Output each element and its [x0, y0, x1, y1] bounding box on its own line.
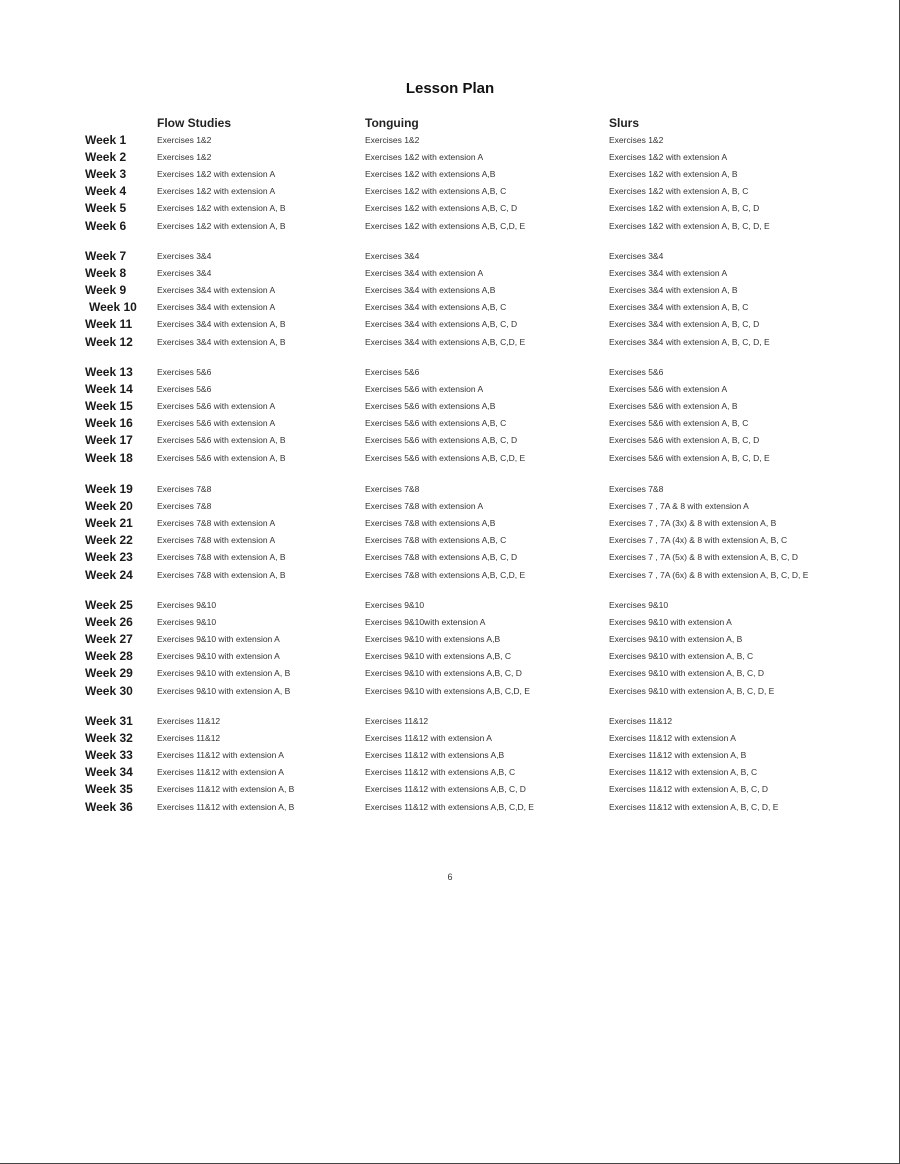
table-row — [0, 799, 900, 816]
slurs-cell: Exercises 7 , 7A (4x) & 8 with extension A, B, C — [609, 535, 788, 546]
slurs-cell: Exercises 3&4 with extension A, B, C, D — [609, 319, 760, 330]
tonguing-cell: Exercises 3&4 with extensions A,B, C,D, E — [365, 336, 526, 347]
table-row — [0, 132, 900, 149]
tonguing-cell: Exercises 1&2 with extensions A,B — [365, 169, 496, 180]
table-row — [0, 481, 900, 498]
table-row — [0, 248, 900, 265]
tonguing-cell: Exercises 9&10 — [365, 600, 425, 610]
slurs-cell: Exercises 1&2 with extension A, B, C — [609, 186, 749, 197]
slurs-cell: Exercises 3&4 with extension A, B, C, D, E — [609, 336, 770, 347]
flow-studies-cell: Exercises 5&6 with extension A, B — [157, 435, 286, 446]
week-label: Week 30 — [85, 683, 133, 698]
week-label: Week 33 — [85, 748, 133, 763]
flow-studies-cell: Exercises 9&10 — [157, 617, 217, 628]
table-row — [0, 432, 900, 449]
slurs-cell: Exercises 1&2 — [609, 135, 664, 145]
flow-studies-cell: Exercises 1&2 with extension A, B — [157, 220, 286, 231]
slurs-cell: Exercises 9&10 — [609, 600, 669, 610]
week-label: Week 17 — [85, 433, 133, 448]
week-label: Week 2 — [85, 150, 127, 165]
week-label: Week 15 — [85, 399, 133, 414]
flow-studies-cell: Exercises 3&4 — [157, 251, 212, 261]
flow-studies-cell: Exercises 9&10 — [157, 600, 217, 610]
flow-studies-cell: Exercises 11&12 — [157, 716, 221, 726]
slurs-cell: Exercises 3&4 with extension A, B — [609, 285, 738, 296]
flow-studies-cell: Exercises 1&2 with extension A — [157, 186, 276, 197]
table-row — [0, 713, 900, 730]
week-label: Week 25 — [85, 598, 133, 612]
flow-studies-cell: Exercises 9&10 with extension A — [157, 651, 280, 662]
slurs-cell: Exercises 9&10 with extension A, B — [609, 634, 743, 645]
week-label: Week 6 — [85, 218, 127, 233]
flow-studies-cell: Exercises 7&8 with extension A — [157, 518, 276, 529]
tonguing-cell: Exercises 7&8 with extensions A,B, C,D, E — [365, 569, 526, 580]
table-row — [0, 381, 900, 398]
week-label: Week 7 — [85, 249, 127, 263]
table-row — [0, 334, 900, 351]
table-row — [0, 747, 900, 764]
table-row — [0, 316, 900, 333]
week-label: Week 24 — [85, 567, 133, 582]
week-label: Week 18 — [85, 450, 133, 465]
slurs-cell: Exercises 5&6 with extension A, B, C, D — [609, 435, 760, 446]
slurs-cell: Exercises 7 , 7A (6x) & 8 with extension A, B, C, D, E — [609, 569, 809, 580]
tonguing-cell: Exercises 1&2 with extensions A,B, C,D, E — [365, 220, 526, 231]
tonguing-cell: Exercises 7&8 with extension A — [365, 501, 484, 512]
page-title: Lesson Plan — [405, 80, 495, 97]
slurs-cell: Exercises 3&4 with extension A, B, C — [609, 302, 749, 313]
table-row — [0, 614, 900, 631]
table-row — [0, 498, 900, 515]
week-label: Week 10 — [89, 300, 137, 315]
flow-studies-cell: Exercises 5&6 with extension A, B — [157, 452, 286, 463]
slurs-cell: Exercises 9&10 with extension A — [609, 617, 732, 628]
slurs-cell: Exercises 11&12 with extension A, B — [609, 750, 747, 761]
tonguing-cell: Exercises 3&4 — [365, 251, 420, 261]
flow-studies-cell: Exercises 1&2 — [157, 152, 212, 163]
flow-studies-cell: Exercises 1&2 — [157, 135, 212, 145]
table-row — [0, 631, 900, 648]
slurs-cell: Exercises 7 , 7A (3x) & 8 with extension A, B — [609, 518, 777, 529]
week-label: Week 26 — [85, 615, 133, 630]
flow-studies-cell: Exercises 5&6 — [157, 367, 212, 377]
table-row — [0, 648, 900, 665]
table-row — [0, 515, 900, 532]
table-row — [0, 149, 900, 166]
slurs-cell: Exercises 7 , 7A & 8 with extension A — [609, 501, 749, 512]
table-row — [0, 764, 900, 781]
slurs-cell: Exercises 1&2 with extension A, B — [609, 169, 738, 180]
table-row — [0, 567, 900, 584]
flow-studies-cell: Exercises 7&8 — [157, 484, 212, 494]
table-row — [0, 218, 900, 235]
flow-studies-cell: Exercises 9&10 with extension A, B — [157, 685, 291, 696]
table-row — [0, 781, 900, 798]
page-number: 6 — [447, 872, 453, 882]
tonguing-cell: Exercises 11&12 with extension A — [365, 733, 492, 744]
tonguing-cell: Exercises 11&12 with extensions A,B — [365, 750, 505, 761]
slurs-cell: Exercises 5&6 with extension A, B — [609, 401, 738, 412]
slurs-cell: Exercises 5&6 — [609, 367, 664, 377]
flow-studies-cell: Exercises 9&10 with extension A, B — [157, 668, 291, 679]
week-label: Week 5 — [85, 201, 127, 216]
table-row — [0, 532, 900, 549]
flow-studies-cell: Exercises 3&4 with extension A — [157, 302, 276, 313]
week-label: Week 11 — [85, 317, 133, 332]
slurs-cell: Exercises 1&2 with extension A, B, C, D, E — [609, 220, 770, 231]
slurs-cell: Exercises 3&4 — [609, 251, 664, 261]
tonguing-cell: Exercises 9&10 with extensions A,B — [365, 634, 501, 645]
week-label: Week 23 — [85, 550, 133, 565]
flow-studies-cell: Exercises 1&2 with extension A — [157, 169, 276, 180]
tonguing-cell: Exercises 1&2 with extension A — [365, 152, 484, 163]
week-label: Week 1 — [85, 133, 127, 147]
tonguing-cell: Exercises 7&8 with extensions A,B — [365, 518, 496, 529]
header-flow-studies: Flow Studies — [157, 116, 232, 130]
slurs-cell: Exercises 5&6 with extension A, B, C, D, E — [609, 452, 770, 463]
tonguing-cell: Exercises 11&12 with extensions A,B, C, D — [365, 784, 526, 795]
tonguing-cell: Exercises 1&2 with extensions A,B, C — [365, 186, 507, 197]
week-label: Week 35 — [85, 782, 133, 797]
week-label: Week 8 — [85, 266, 127, 281]
slurs-cell: Exercises 9&10 with extension A, B, C — [609, 651, 754, 662]
flow-studies-cell: Exercises 11&12 — [157, 733, 221, 744]
slurs-cell: Exercises 5&6 with extension A, B, C — [609, 418, 749, 429]
week-label: Week 12 — [85, 334, 133, 349]
flow-studies-cell: Exercises 5&6 with extension A — [157, 401, 276, 412]
tonguing-cell: Exercises 9&10 with extensions A,B, C, D — [365, 668, 522, 679]
week-label: Week 27 — [85, 632, 133, 647]
tonguing-cell: Exercises 1&2 — [365, 135, 420, 145]
tonguing-cell: Exercises 5&6 with extensions A,B, C — [365, 418, 507, 429]
slurs-cell: Exercises 11&12 with extension A, B, C — [609, 767, 758, 778]
slurs-cell: Exercises 7&8 — [609, 484, 664, 494]
table-row — [0, 665, 900, 682]
flow-studies-cell: Exercises 3&4 — [157, 268, 212, 279]
tonguing-cell: Exercises 3&4 with extension A — [365, 268, 484, 279]
slurs-cell: Exercises 11&12 with extension A, B, C, D, E — [609, 801, 779, 812]
table-row — [0, 450, 900, 467]
week-label: Week 32 — [85, 731, 133, 746]
week-label: Week 34 — [85, 765, 133, 780]
tonguing-cell: Exercises 9&10 with extensions A,B, C — [365, 651, 511, 662]
flow-studies-cell: Exercises 3&4 with extension A, B — [157, 336, 286, 347]
week-label: Week 22 — [85, 533, 133, 548]
tonguing-cell: Exercises 3&4 with extensions A,B — [365, 285, 496, 296]
table-row — [0, 299, 900, 316]
flow-studies-cell: Exercises 11&12 with extension A, B — [157, 784, 295, 795]
table-row — [0, 730, 900, 747]
table-row — [0, 549, 900, 566]
tonguing-cell: Exercises 5&6 with extensions A,B — [365, 401, 496, 412]
week-label: Week 19 — [85, 482, 133, 496]
slurs-cell: Exercises 1&2 with extension A — [609, 152, 728, 163]
table-row — [0, 364, 900, 381]
week-label: Week 4 — [85, 184, 127, 199]
flow-studies-cell: Exercises 3&4 with extension A, B — [157, 319, 286, 330]
tonguing-cell: Exercises 11&12 with extensions A,B, C,D, E — [365, 801, 534, 812]
week-label: Week 3 — [85, 167, 127, 182]
tonguing-cell: Exercises 9&10with extension A — [365, 617, 486, 628]
table-row — [0, 282, 900, 299]
flow-studies-cell: Exercises 7&8 with extension A, B — [157, 569, 286, 580]
tonguing-cell: Exercises 7&8 — [365, 484, 420, 494]
tonguing-cell: Exercises 7&8 with extensions A,B, C — [365, 535, 507, 546]
table-row — [0, 597, 900, 614]
flow-studies-cell: Exercises 11&12 with extension A, B — [157, 801, 295, 812]
slurs-cell: Exercises 11&12 — [609, 716, 673, 726]
slurs-cell: Exercises 5&6 with extension A — [609, 384, 728, 395]
table-row — [0, 398, 900, 415]
tonguing-cell: Exercises 5&6 — [365, 367, 420, 377]
table-row — [0, 683, 900, 700]
week-label: Week 14 — [85, 382, 133, 397]
week-label: Week 29 — [85, 666, 133, 681]
tonguing-cell: Exercises 11&12 — [365, 716, 429, 726]
flow-studies-cell: Exercises 7&8 — [157, 501, 212, 512]
table-row — [0, 415, 900, 432]
flow-studies-cell: Exercises 5&6 — [157, 384, 212, 395]
tonguing-cell: Exercises 7&8 with extensions A,B, C, D — [365, 552, 518, 563]
week-label: Week 13 — [85, 365, 133, 379]
header-slurs: Slurs — [609, 116, 640, 130]
slurs-cell: Exercises 9&10 with extension A, B, C, D — [609, 668, 764, 679]
header-tonguing: Tonguing — [365, 116, 419, 130]
tonguing-cell: Exercises 1&2 with extensions A,B, C, D — [365, 203, 518, 214]
tonguing-cell: Exercises 3&4 with extensions A,B, C — [365, 302, 507, 313]
slurs-cell: Exercises 1&2 with extension A, B, C, D — [609, 203, 760, 214]
flow-studies-cell: Exercises 9&10 with extension A — [157, 634, 280, 645]
week-label: Week 16 — [85, 416, 133, 431]
flow-studies-cell: Exercises 7&8 with extension A — [157, 535, 276, 546]
flow-studies-cell: Exercises 11&12 with extension A — [157, 750, 284, 761]
week-label: Week 36 — [85, 799, 133, 814]
slurs-cell: Exercises 3&4 with extension A — [609, 268, 728, 279]
tonguing-cell: Exercises 5&6 with extensions A,B, C,D, E — [365, 452, 526, 463]
slurs-cell: Exercises 7 , 7A (5x) & 8 with extension A, B, C, D — [609, 552, 798, 563]
table-row — [0, 265, 900, 282]
week-label: Week 20 — [85, 499, 133, 514]
tonguing-cell: Exercises 3&4 with extensions A,B, C, D — [365, 319, 518, 330]
week-label: Week 31 — [85, 714, 133, 728]
tonguing-cell: Exercises 9&10 with extensions A,B, C,D, E — [365, 685, 530, 696]
slurs-cell: Exercises 9&10 with extension A, B, C, D, E — [609, 685, 775, 696]
flow-studies-cell: Exercises 1&2 with extension A, B — [157, 203, 286, 214]
tonguing-cell: Exercises 5&6 with extension A — [365, 384, 484, 395]
flow-studies-cell: Exercises 7&8 with extension A, B — [157, 552, 286, 563]
flow-studies-cell: Exercises 11&12 with extension A — [157, 767, 284, 778]
week-label: Week 9 — [85, 283, 127, 298]
week-label: Week 21 — [85, 516, 133, 531]
tonguing-cell: Exercises 11&12 with extensions A,B, C — [365, 767, 516, 778]
week-label: Week 28 — [85, 649, 133, 664]
table-row — [0, 166, 900, 183]
table-row — [0, 183, 900, 200]
slurs-cell: Exercises 11&12 with extension A, B, C, D — [609, 784, 769, 795]
flow-studies-cell: Exercises 5&6 with extension A — [157, 418, 276, 429]
flow-studies-cell: Exercises 3&4 with extension A — [157, 285, 276, 296]
table-row — [0, 200, 900, 217]
slurs-cell: Exercises 11&12 with extension A — [609, 733, 736, 744]
tonguing-cell: Exercises 5&6 with extensions A,B, C, D — [365, 435, 518, 446]
